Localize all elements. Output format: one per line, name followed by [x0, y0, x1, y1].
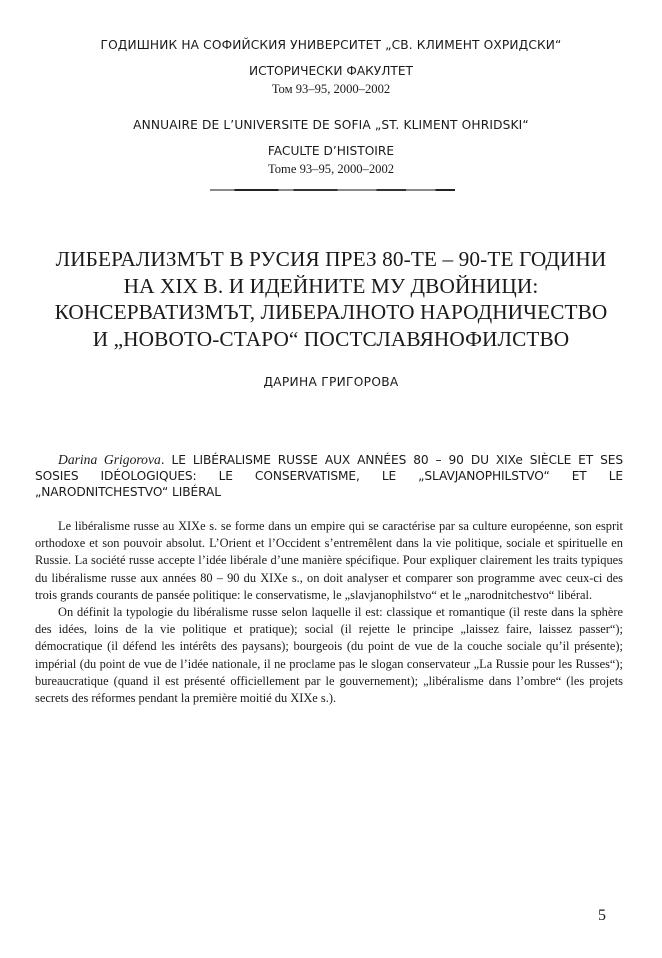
article-author: ДАРИНА ГРИГОРОВА	[263, 375, 399, 389]
article-title-line: И „НОВОТО-СТАРО“ ПОСТСЛАВЯНОФИЛСТВО	[92, 326, 570, 351]
header-fr-faculty: FACULTE D’HISTOIRE	[267, 144, 395, 158]
abstract-author: Darina Grigorova	[58, 452, 161, 467]
page-number: 5	[598, 907, 606, 924]
abstract-paragraph: On définit la typologie du libéralisme russe selon laquelle il est: classique et romantique (il reste dans la sphère des idées, loins de la vie politique et pratique); social (il rejette le principe „laissez faire, laissez passer“); démocratique (il défend les intérêts des paysans); bourgeois (du point de vue de la couche sociale qu’il présente); impérial (du point de vue de l’idée nationale, il ne proclame pas le slogan conservateur „La Russie pour les Russes“); bureaucratique (quand il est présenté officiellement par le gouvernement); „libéralisme dans l’ombre“ (les projets secrets des réformes pendant la première moitié du XIXe s.).	[35, 605, 623, 706]
abstract-title-text: . LE LIBÉRALISME RUSSE AUX ANNÉES 80 – 90 DU XIXe SIÈCLE ET SES SOSIES IDÉOLOGIQUES: LE CONSERVATISME, LE „SLAVJANOPHILSTVO“ ET LE „NARODNITCHESTVO“ LIBÉRAL	[35, 453, 623, 499]
header-divider-rule	[210, 189, 455, 191]
header-bg-faculty: ИСТОРИЧЕСКИ ФАКУЛТЕТ	[248, 64, 413, 78]
abstract-heading	[35, 452, 623, 500]
article-title-line: КОНСЕРВАТИЗМЪТ, ЛИБЕРАЛНОТО НАРОДНИЧЕСТВО	[54, 300, 608, 324]
header-bg-university: ГОДИШНИК НА СОФИЙСКИЯ УНИВЕРСИТЕТ „СВ. КЛИМЕНТ ОХРИДСКИ“	[100, 38, 562, 52]
header-fr-university: ANNUAIRE DE L’UNIVERSITE DE SOFIA „ST. KLIMENT OHRIDSKI“	[133, 118, 529, 132]
article-title-line: ЛИБЕРАЛИЗМЪТ В РУСИЯ ПРЕЗ 80-ТЕ – 90-ТЕ ГОДИНИ	[55, 247, 607, 271]
article-title	[0, 246, 662, 352]
header-bg-volume: Том 93–95, 2000–2002	[271, 82, 391, 96]
header-fr-volume: Tome 93–95, 2000–2002	[267, 162, 395, 176]
abstract-body	[35, 518, 623, 707]
article-title-line: НА XIX В. И ИДЕЙНИТЕ МУ ДВОЙНИЦИ:	[123, 273, 539, 298]
abstract-paragraph: Le libéralisme russe au XIXe s. se forme dans un empire qui se caractérise par sa culture européenne, son esprit orthodoxe et son pouvoir absolut. L’Orient et l’Occident s’entremêlent dans la vie politique, sociale et spirituelle en Russie. La société russe accepte l’idée libérale d’une manière spécifique. Pour expliquer clairement les traits typiques du libéralisme russe aux années 80 – 90 du XIXe s., on doit analyser et comparer son programme avec ceux-ci des trois grands courants de pansée politique: le conservatisme, le „slavjanophilstvo“ et le „narodnitchestvo“ libéral.	[35, 519, 623, 602]
